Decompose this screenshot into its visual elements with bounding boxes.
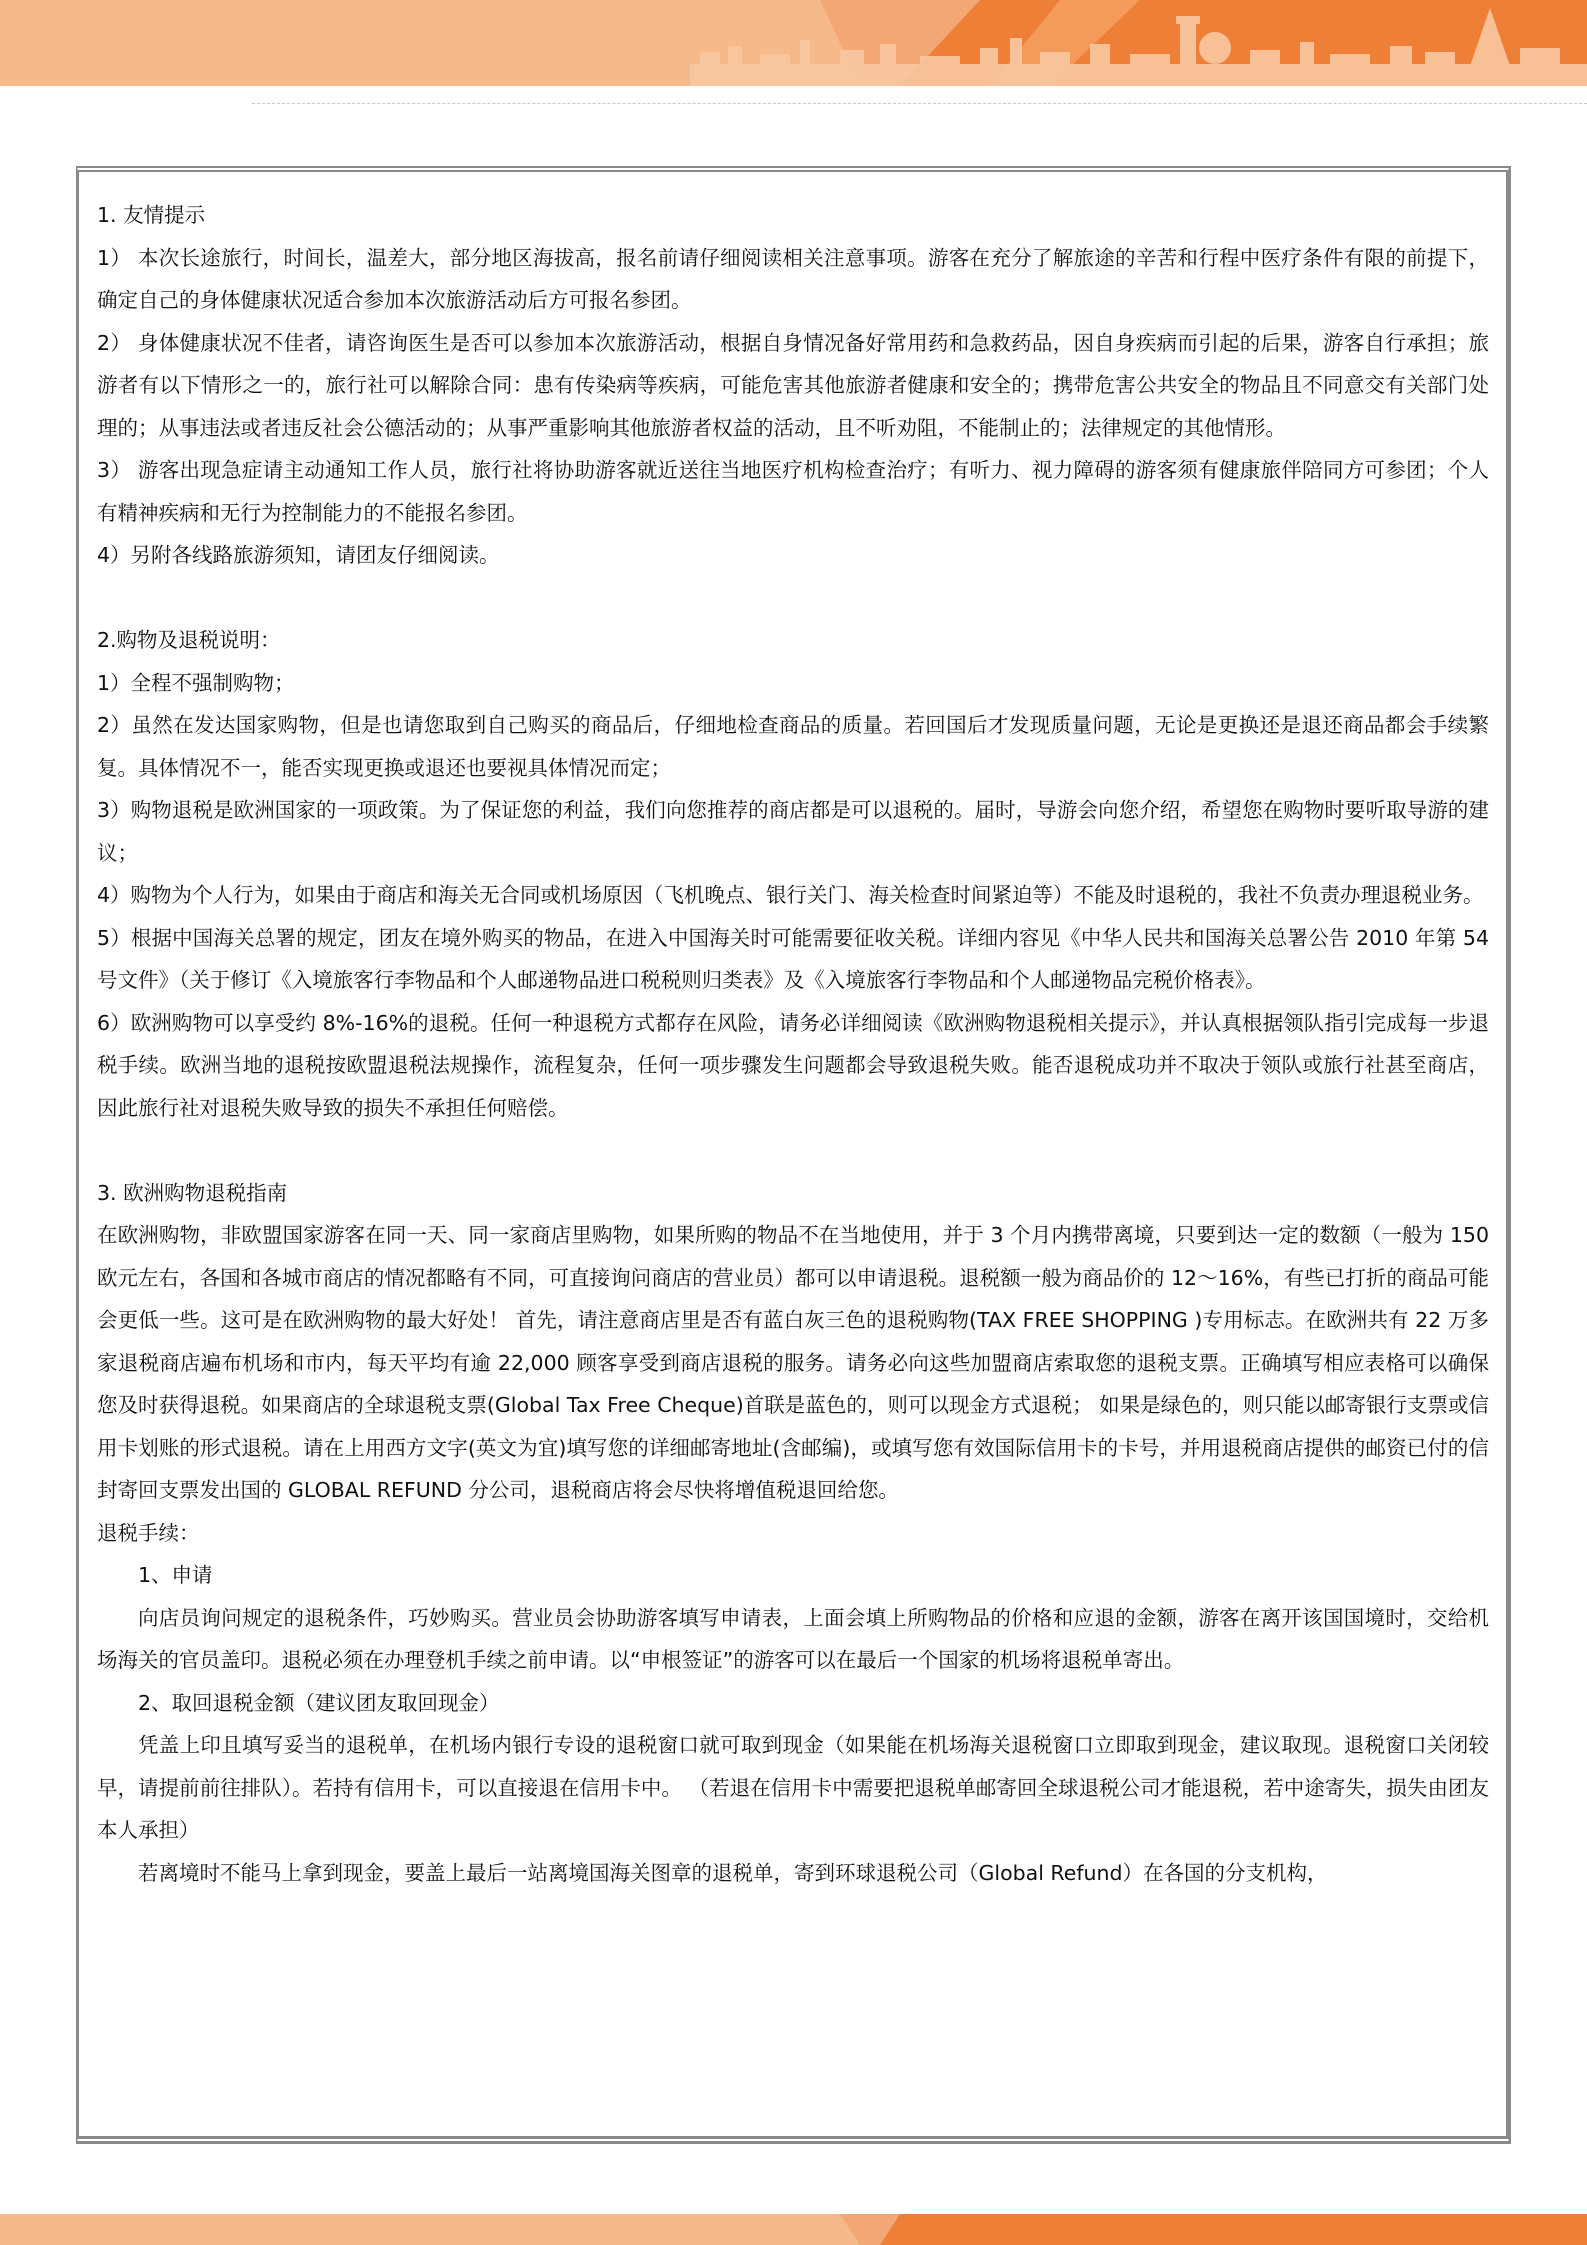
paragraph: 4）购物为个人行为，如果由于商店和海关无合同或机场原因（飞机晚点、银行关门、海关检查时间紧迫等）不能及时退税的，我社不负责办理退税业务。	[97, 883, 1484, 907]
paragraph: 在欧洲购物，非欧盟国家游客在同一天、同一家商店里购物，如果所购的物品不在当地使用，并于 3 个月内携带离境，只要到达一定的数额（一般为 150 欧元左右，各国和各城市商店的情况都略有不同，可直接询问商店的营业员）都可以申请退税。退税额一般为商品价的 12～16%，有些已打折的商品可能会更低一些。这可是在欧洲购物的最大好处！ 首先，请注意商店里是否有蓝白灰三色的退税购物(TAX FREE SHOPPING )专用标志。在欧洲共有 22 万多家退税商店遍布机场和市内，每天平均有逾 22,000 顾客享受到商店退税的服务。请务必向这些加盟商店索取您的退税支票。正确填写相应表格可以确保您及时获得退税。如果商店的全球退税支票(Global Tax Free Cheque)首联是蓝色的，则可以现金方式退税； 如果是绿色的，则只能以邮寄银行支票或信用卡划账的形式退税。请在上用西方文字(英文为宜)填写您的详细邮寄地址(含邮编)，或填写您有效国际信用卡的卡号，并用退税商店提供的邮资已付的信封寄回支票发出国的 GLOBAL REFUND 分公司，退税商店将会尽快将增值税退回给您。	[97, 1223, 1489, 1502]
paragraph: 1）全程不强制购物；	[97, 670, 295, 695]
paragraph: 2） 身体健康状况不佳者，请咨询医生是否可以参加本次旅游活动，根据自身情况备好常用药和急救药品，因自身疾病而引起的后果，游客自行承担；旅游者有以下情形之一的，旅行社可以解除合同：患有传染病等疾病，可能危害其他旅游者健康和安全的；携带危害公共安全的物品且不同意交有关部门处理的；从事违法或者违反社会公德活动的；从事严重影响其他旅游者权益的活动，且不听劝阻，不能制止的；法律规定的其他情形。	[97, 330, 1489, 440]
paragraph: 凭盖上印且填写妥当的退税单，在机场内银行专设的退税窗口就可取到现金（如果能在机场海关退税窗口立即取到现金，建议取现。退税窗口关闭较早，请提前前往排队）。若持有信用卡，可以直接退在信用卡中。 （若退在信用卡中需要把退税单邮寄回全球退税公司才能退税，若中途寄失，损失由团友本人承担）	[97, 1733, 1489, 1842]
section-heading: 3. 欧洲购物退税指南	[97, 1180, 288, 1205]
section-heading: 1. 友情提示	[97, 203, 206, 227]
header-divider	[252, 103, 1587, 104]
spacer	[97, 1129, 1489, 1172]
subheading: 退税手续：	[97, 1520, 200, 1545]
step-heading: 2、取回退税金额（建议团友取回现金）	[138, 1690, 500, 1715]
section-heading: 2.购物及退税说明：	[97, 628, 281, 652]
paragraph: 向店员询问规定的退税条件，巧妙购买。营业员会协助游客填写申请表，上面会填上所购物品的价格和应退的金额，游客在离开该国国境时，交给机场海关的官员盖印。退税必须在办理登机手续之前申请。以“申根签证”的游客可以在最后一个国家的机场将退税单寄出。	[97, 1605, 1489, 1672]
paragraph: 6）欧洲购物可以享受约 8%-16%的退税。任何一种退税方式都存在风险，请务必详细阅读《欧洲购物退税相关提示》，并认真根据领队指引完成每一步退税手续。欧洲当地的退税按欧盟退税法规操作，流程复杂，任何一项步骤发生问题都会导致退税失败。能否退税成功并不取决于领队或旅行社甚至商店，因此旅行社对退税失败导致的损失不承担任何赔偿。	[97, 1010, 1489, 1120]
paragraph: 3） 游客出现急症请主动通知工作人员，旅行社将协助游客就近送往当地医疗机构检查治疗；有听力、视力障碍的游客须有健康旅伴陪同方可参团；个人有精神疾病和无行为控制能力的不能报名参团。	[97, 458, 1489, 525]
document-body	[97, 194, 1489, 1894]
step-heading: 1、申请	[138, 1563, 213, 1587]
header-banner	[0, 0, 1587, 86]
content-frame	[76, 166, 1511, 2144]
paragraph: 4）另附各线路旅游须知，请团友仔细阅读。	[97, 543, 500, 567]
paragraph: 3）购物退税是欧洲国家的一项政策。为了保证您的利益，我们向您推荐的商店都是可以退税的。届时，导游会向您介绍，希望您在购物时要听取导游的建议；	[97, 798, 1489, 865]
spacer	[97, 577, 1489, 620]
paragraph: 5）根据中国海关总署的规定，团友在境外购买的物品，在进入中国海关时可能需要征收关税。详细内容见《中华人民共和国海关总署公告 2010 年第 54 号文件》（关于修订《入境旅客行李物品和个人邮递物品进口税税则归类表》及《入境旅客行李物品和个人邮递物品完税价格表》。	[97, 925, 1489, 992]
paragraph: 2）虽然在发达国家购物，但是也请您取到自己购买的商品后，仔细地检查商品的质量。若回国后才发现质量问题，无论是更换还是退还商品都会手续繁复。具体情况不一，能否实现更换或退还也要视具体情况而定；	[97, 713, 1489, 780]
paragraph: 1） 本次长途旅行，时间长，温差大，部分地区海拔高，报名前请仔细阅读相关注意事项。游客在充分了解旅途的辛苦和行程中医疗条件有限的前提下，确定自己的身体健康状况适合参加本次旅游活动后方可报名参团。	[97, 245, 1489, 312]
paragraph: 若离境时不能马上拿到现金，要盖上最后一站离境国海关图章的退税单，寄到环球退税公司（Global Refund）在各国的分支机构，	[138, 1860, 1328, 1885]
footer-banner	[0, 2214, 1587, 2245]
